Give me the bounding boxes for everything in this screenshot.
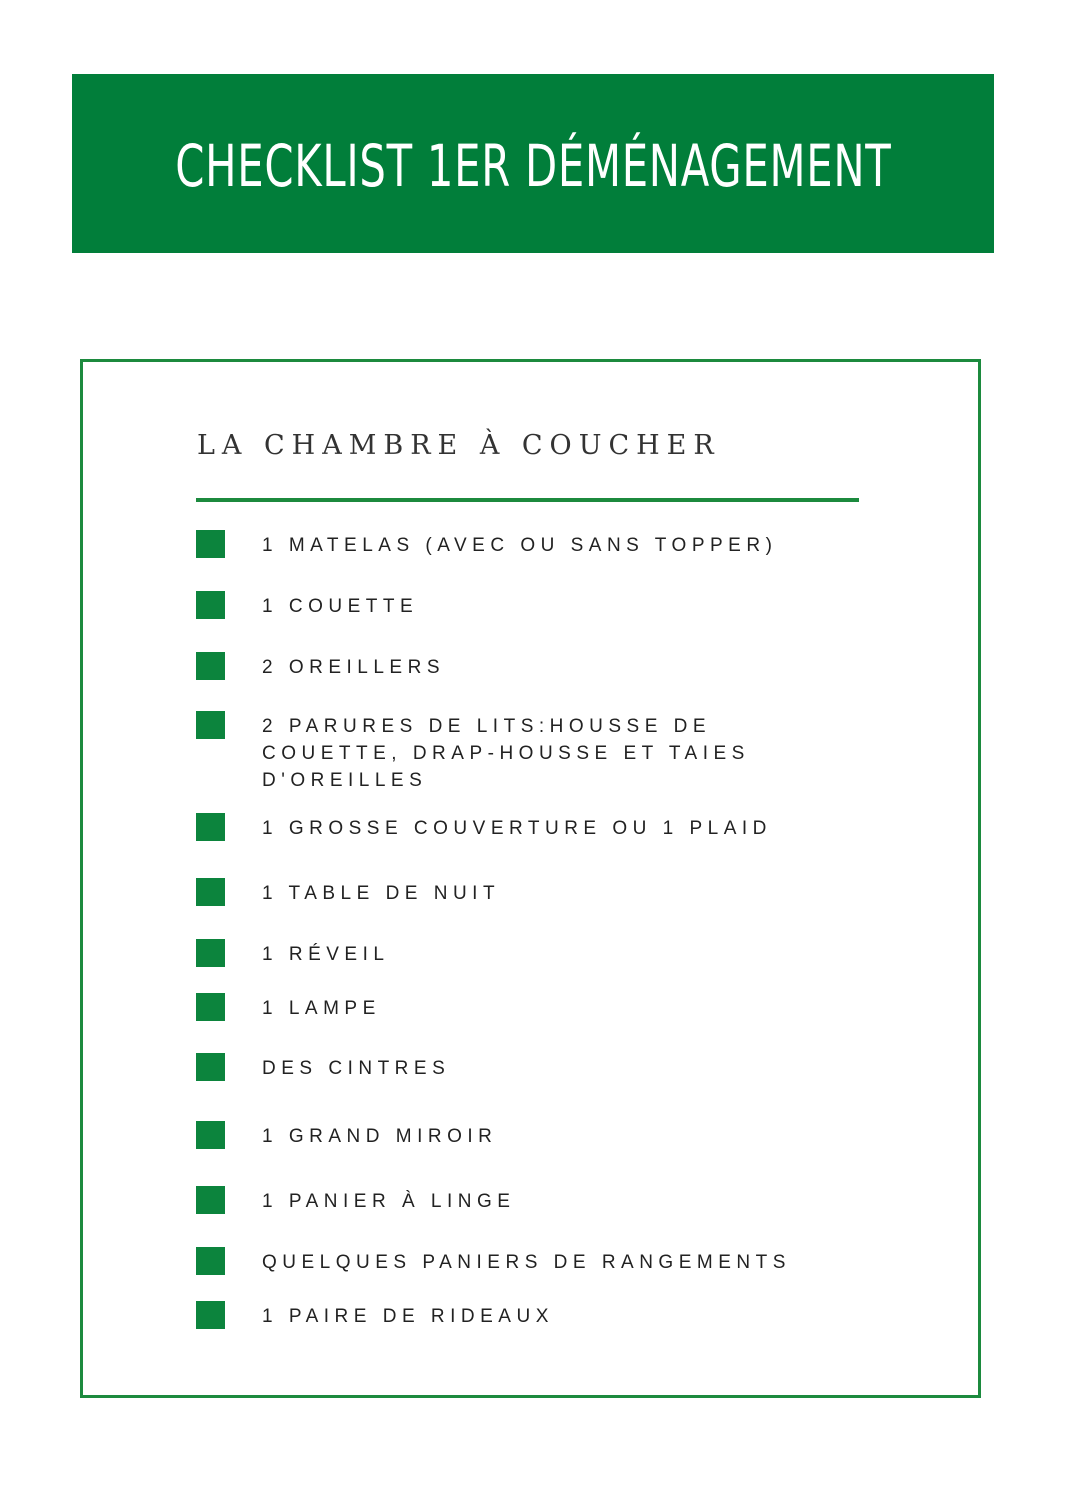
checkbox[interactable] <box>196 591 225 619</box>
checkbox[interactable] <box>196 993 225 1021</box>
checkbox[interactable] <box>196 1247 225 1275</box>
title-banner <box>72 74 994 253</box>
checkbox[interactable] <box>196 813 225 841</box>
checkbox[interactable] <box>196 1186 225 1214</box>
checkbox[interactable] <box>196 711 225 739</box>
item-label: 1 TABLE DE NUIT <box>262 883 501 904</box>
item-label: 1 COUETTE <box>262 596 419 617</box>
item-label: 1 LAMPE <box>262 998 381 1019</box>
item-label: 1 RÉVEIL <box>262 944 390 965</box>
section-divider <box>196 498 859 502</box>
item-label: QUELQUES PANIERS DE RANGEMENTS <box>262 1252 791 1273</box>
item-label: DES CINTRES <box>262 1058 451 1079</box>
item-label: 1 PANIER À LINGE <box>262 1191 516 1212</box>
checkbox[interactable] <box>196 1121 225 1149</box>
checkbox[interactable] <box>196 652 225 680</box>
page-title: CHECKLIST 1ER DÉMÉNAGEMENT <box>174 131 892 200</box>
checkbox[interactable] <box>196 878 225 906</box>
item-label: 1 GRAND MIROIR <box>262 1126 498 1147</box>
item-label: 1 PAIRE DE RIDEAUX <box>262 1306 554 1327</box>
checkbox[interactable] <box>196 530 225 558</box>
section-title: LA CHAMBRE À COUCHER <box>197 430 721 461</box>
item-label: 2 PARURES DE LITS:HOUSSE DE COUETTE, DRAP-HOUSSE ET TAIES D'OREILLES <box>262 716 750 791</box>
checkbox[interactable] <box>196 939 225 967</box>
item-label: 2 OREILLERS <box>262 657 445 678</box>
item-label: 1 GROSSE COUVERTURE OU 1 PLAID <box>262 818 772 839</box>
checkbox[interactable] <box>196 1053 225 1081</box>
item-label: 1 MATELAS (AVEC OU SANS TOPPER) <box>262 535 778 556</box>
checkbox[interactable] <box>196 1301 225 1329</box>
